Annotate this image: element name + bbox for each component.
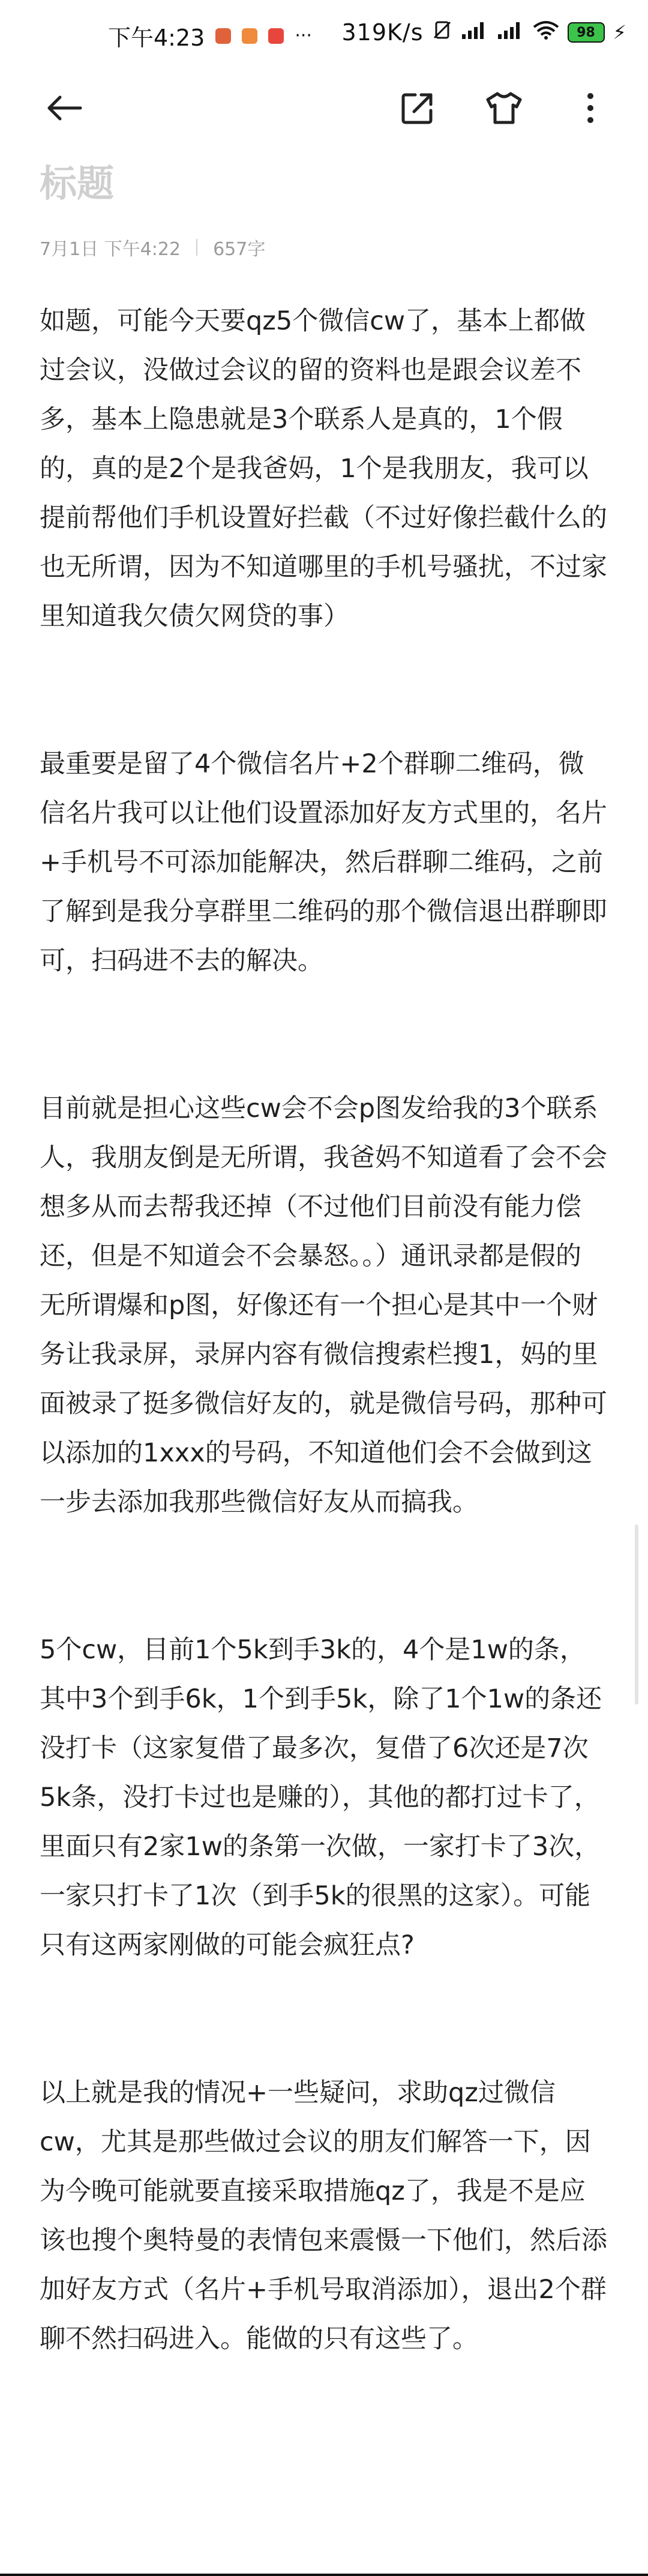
paragraph-spacer xyxy=(40,1970,608,2068)
network-speed: 319K/s xyxy=(341,19,424,46)
hd-signal-icon xyxy=(497,20,524,45)
paragraph-spacer xyxy=(40,1527,608,1625)
status-bar xyxy=(0,0,648,72)
notification-app-icon xyxy=(215,28,231,44)
tshirt-icon xyxy=(485,90,523,126)
bottom-edge xyxy=(0,2574,648,2576)
theme-button[interactable] xyxy=(480,84,528,132)
note-paragraph: 如题，可能今天要qz5个微信cw了，基本上都做过会议，没做过会议的留的资料也是跟会议差不多，基本上隐患就是3个联系人是真的，1个假的，真的是2个是我爸妈，1个是我朋友，我可以提前帮他们手机设置好拦截（不过好像拦截什么的也无所谓，因为不知道哪里的手机号骚扰，不过家里知道我欠债欠网贷的事） xyxy=(40,306,607,631)
more-button[interactable] xyxy=(566,84,614,132)
note-paragraph: 最重要是留了4个微信名片+2个群聊二维码，微信名片我可以让他们设置添加好友方式里的，名片+手机号不可添加能解决，然后群聊二维码，之前了解到是我分享群里二维码的那个微信退出群聊即可，扫码进不去的解决。 xyxy=(40,749,607,976)
status-right xyxy=(341,19,626,46)
meta-divider xyxy=(196,239,197,256)
status-left xyxy=(108,19,312,52)
paragraph-spacer xyxy=(40,986,608,1084)
battery-indicator: 98 xyxy=(568,22,605,43)
more-notifications-icon: ··· xyxy=(295,25,312,46)
share-icon xyxy=(400,90,436,126)
share-button[interactable] xyxy=(394,84,442,132)
note-body[interactable] xyxy=(40,296,608,2364)
back-button[interactable] xyxy=(41,84,89,132)
arrow-left-icon xyxy=(46,89,84,127)
note-paragraph: 以上就是我的情况+一些疑问，求助qz过微信cw，尤其是那些做过会议的朋友们解答一下，因为今晚可能就要直接采取措施qz了，我是不是应该也搜个奥特曼的表情包来震慑一下他们，然后添加好友方式（名片+手机号取消添加），退出2个群聊不然扫码进入。能做的只有这些了。 xyxy=(40,2078,607,2354)
paragraph-spacer xyxy=(40,641,608,739)
no-sim-icon xyxy=(432,20,452,45)
note-paragraph: 目前就是担心这些cw会不会p图发给我的3个联系人，我朋友倒是无所谓，我爸妈不知道看了会不会想多从而去帮我还掉（不过他们目前没有能力偿还，但是不知道会不会暴怒。。）通讯录都是假的 无所谓爆和p图，好像还有一个担心是其中一个财务让我录屏，录屏内容有微信搜索栏搜1，妈的里面被录了挺多微信好友的，就是微信号码，那种可以添加的1xxx的号码，不知道他们会不会做到这一步去添加我那些微信好友从而搞我。 xyxy=(40,1094,607,1517)
note-date: 7月1日 下午4:22 xyxy=(40,239,181,260)
wifi-icon xyxy=(533,20,559,45)
charging-icon: ⚡ xyxy=(613,21,626,44)
scrollbar[interactable] xyxy=(635,1524,638,1705)
status-time: 下午4:23 xyxy=(108,25,205,51)
note-meta xyxy=(40,234,265,260)
note-title[interactable]: 标题 xyxy=(40,161,115,205)
note-toolbar xyxy=(0,78,648,144)
note-char-count: 657字 xyxy=(213,239,266,260)
more-vertical-icon xyxy=(584,90,596,126)
notification-app-icon xyxy=(268,28,284,44)
note-paragraph: 5个cw，目前1个5k到手3k的，4个是1w的条，其中3个到手6k，1个到手5k，除了1个1w的条还没打卡（这家复借了最多次，复借了6次还是7次5k条，没打卡过也是赚的），其他的都打过卡了，里面只有2家1w的条第一次做，一家打卡了3次，一家只打卡了1次（到手5k的很黑的这家）。可能只有这两家刚做的可能会疯狂点? xyxy=(40,1635,602,1960)
notification-app-icon xyxy=(242,28,257,44)
signal-icon xyxy=(461,20,488,45)
